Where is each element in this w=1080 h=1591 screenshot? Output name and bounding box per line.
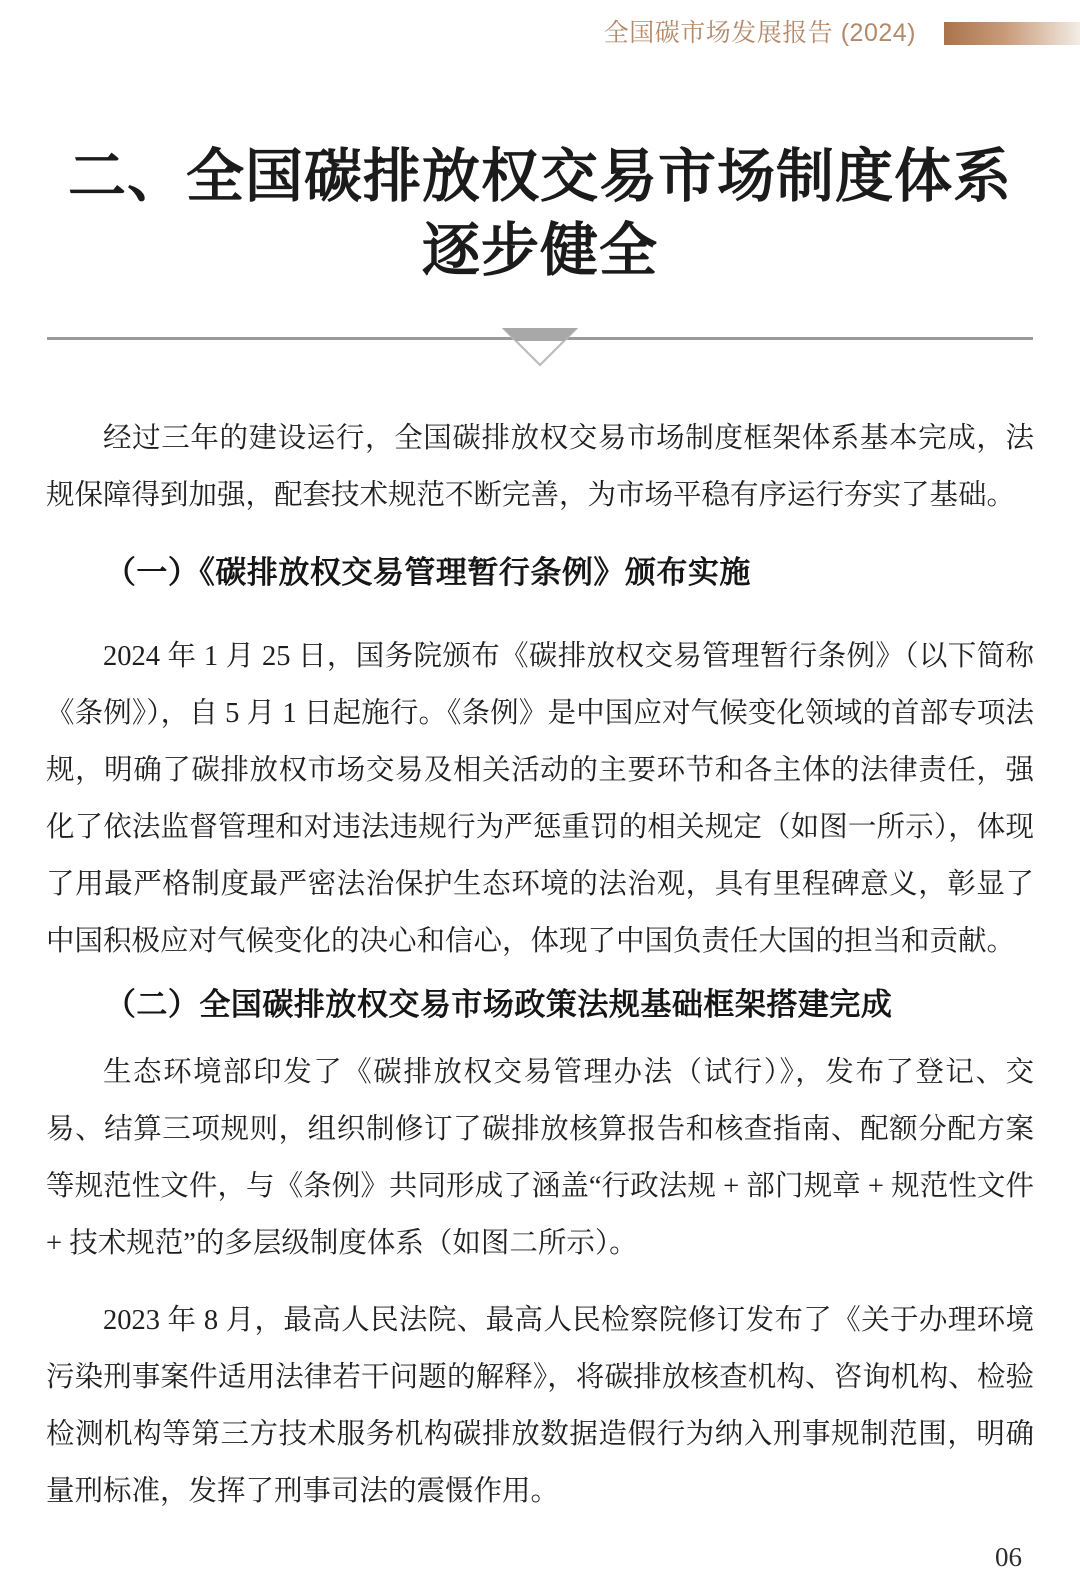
- down-triangle-icon: [502, 328, 578, 368]
- paragraph-intro: 经过三年的建设运行，全国碳排放权交易市场制度框架体系基本完成，法规保障得到加强，配套技术规范不断完善，为市场平稳有序运行夯实了基础。: [46, 423, 1034, 511]
- paragraph-judicial: 2023 年 8 月，最高人民法院、最高人民检察院修订发布了《关于办理环境污染刑事案件适用法律若干问题的解释》，将碳排放核查机构、咨询机构、检验检测机构等第三方技术服务机构碳排放数据造假行为纳入刑事规制范围，明确量刑标准，发挥了刑事司法的震慑作用。: [46, 1305, 1034, 1507]
- paragraph-framework: 生态环境部印发了《碳排放权交易管理办法（试行）》，发布了登记、交易、结算三项规则，组织制修订了碳排放核算报告和核查指南、配额分配方案等规范性文件，与《条例》共同形成了涵盖“行政法规 + 部门规章 + 规范性文件 + 技术规范”的多层级制度体系（如图二所示）。: [46, 1057, 1034, 1259]
- header-accent-bar: [944, 22, 1080, 45]
- chapter-title-line2: 逐步健全: [421, 218, 658, 283]
- running-header-title: 全国碳市场发展报告 (2024): [603, 19, 916, 47]
- subsection-heading-2: （二）全国碳排放权交易市场政策法规基础框架搭建完成: [104, 987, 893, 1022]
- subsection-heading-1: （一）《碳排放权交易管理暂行条例》颁布实施: [104, 555, 751, 590]
- section-divider: [46, 326, 1034, 368]
- chapter-title-line1: 二、全国碳排放权交易市场制度体系: [67, 144, 1012, 209]
- page-number: 06: [995, 1542, 1022, 1572]
- paragraph-regulation: 2024 年 1 月 25 日，国务院颁布《碳排放权交易管理暂行条例》（以下简称《条例》），自 5 月 1 日起施行。《条例》是中国应对气候变化领域的首部专项法规，明确了碳排放权市场交易及相关活动的主要环节和各主体的法律责任，强化了依法监督管理和对违法违规行为严惩重罚的相关规定（如图一所示），体现了用最严格制度最严密法治保护生态环境的法治观，具有里程碑意义，彰显了中国积极应对气候变化的决心和信心，体现了中国负责任大国的担当和贡献。: [46, 641, 1034, 957]
- running-header: [0, 21, 1080, 45]
